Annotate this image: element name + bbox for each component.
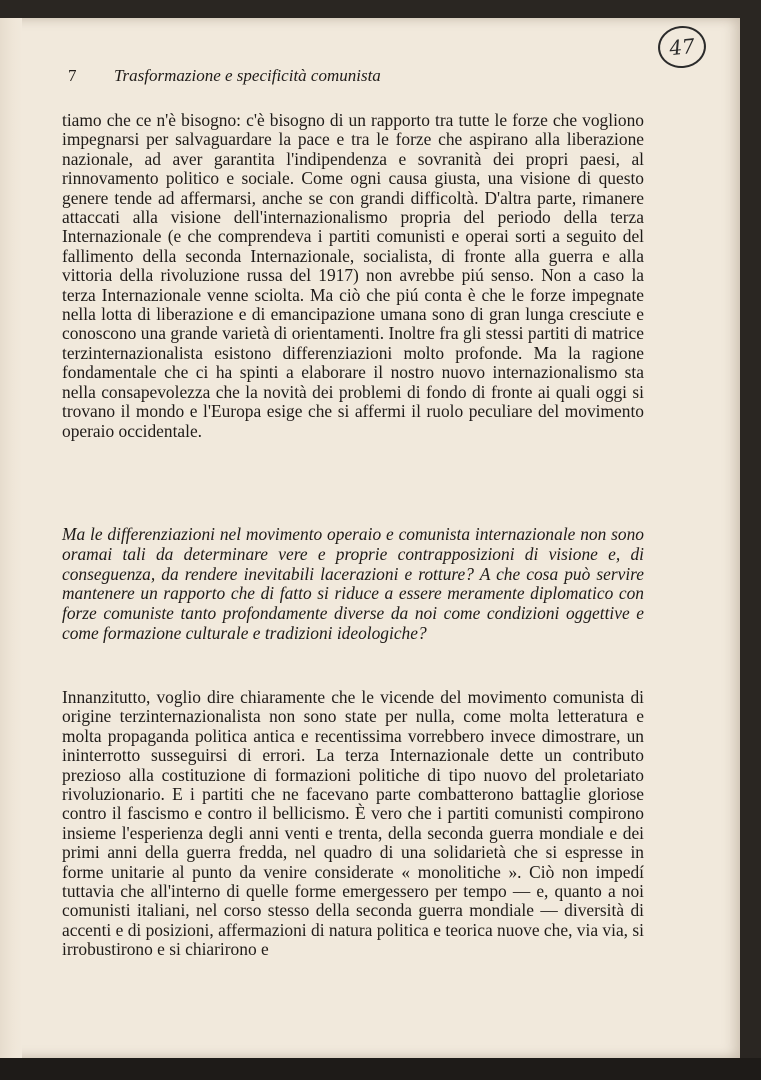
paragraph-2: Innanzitutto, voglio dire chiaramente che le vicende del movimento comunista di origine terzinternazionalista non sono state per nulla, come molta letteratura e molta propaganda politica antica e recentissima vorrebbero invece dimostrare, un ininterrotto susseguirsi di errori. La terza Internazionale dette un contributo prezioso alla costituzione di formazioni politiche di tipo nuovo del proletariato rivoluzionario. E i partiti che ne facevano parte combatterono battaglie gloriose contro il fascismo e contro il bellicismo. È vero che i partiti comunisti compirono insieme l'esperienza degli anni venti e trenta, della seconda guerra mondiale e dei primi anni della guerra fredda, nel quadro di una solidarietà che si espresse in forme unitarie al punto da venire considerate « monolitiche ». Ciò non impedí tuttavia che all'interno di quelle forme emergessero per tempo — e, quanto a noi comunisti italiani, nel corso stesso della seconda guerra mondiale — diversità di accenti e di posizioni, affermazioni di natura politica e teorica nuove che, via via, si irrobustirono e si chiarirono e bbox=[62, 687, 644, 960]
running-title: Trasformazione e specificità comunista bbox=[114, 66, 381, 85]
scan-border bbox=[0, 1058, 761, 1080]
interview-question: Ma le differenziazioni nel movimento operaio e comunista internazionale non sono oramai tali da determinare vere e proprie contrapposizioni di visione e, di conseguenza, da rendere inevitabili lacerazioni e rotture? A che cosa può servire mantenere un rapporto che di fatto si riduce a essere meramente diplomatico con forze comuniste tanto profondamente diverse da noi come condizioni oggettive e come formazione culturale e tradizioni ideologiche? bbox=[62, 524, 644, 643]
running-head bbox=[68, 66, 381, 86]
binding-edge bbox=[0, 18, 22, 1058]
page-number: 7 bbox=[68, 66, 77, 85]
paper-sheet bbox=[0, 18, 740, 1058]
archive-stamp: 47 bbox=[656, 24, 708, 71]
paragraph-1: tiamo che ce n'è bisogno: c'è bisogno di un rapporto tra tutte le forze che vogliono impegnarsi per salvaguardare la pace e tra le forze che aspirano alla liberazione nazionale, ad aver garantita l'indipendenza e sovranità dei propri paesi, al rinnovamento politico e sociale. Come ogni causa giusta, una visione di questo genere tende ad affermarsi, anche se con grandi difficoltà. D'altra parte, rimanere attaccati alla visione dell'internazionalismo propria del periodo della terza Internazionale (e che comprendeva i partiti comunisti e operai sorti a seguito del fallimento della seconda Internazionale, socialista, di fronte alla guerra e alla vittoria della rivoluzione russa del 1917) non avrebbe piú senso. Non a caso la terza Internazionale venne sciolta. Ma ciò che piú conta è che le forze impegnate nella lotta di liberazione e di emancipazione umana sono di gran lunga cresciute e conoscono una grande varietà di orientamenti. Inoltre fra gli stessi partiti di matrice terzinternazionalista esistono differenziazioni molto profonde. Ma la ragione fondamentale che ci ha spinti a elaborare il nostro nuovo internazionalismo sta nella consapevolezza che la novità dei problemi di fondo di fronte ai quali oggi si trovano il mondo e l'Europa esige che si affermi il ruolo peculiare del movimento operaio occidentale. bbox=[62, 110, 644, 441]
